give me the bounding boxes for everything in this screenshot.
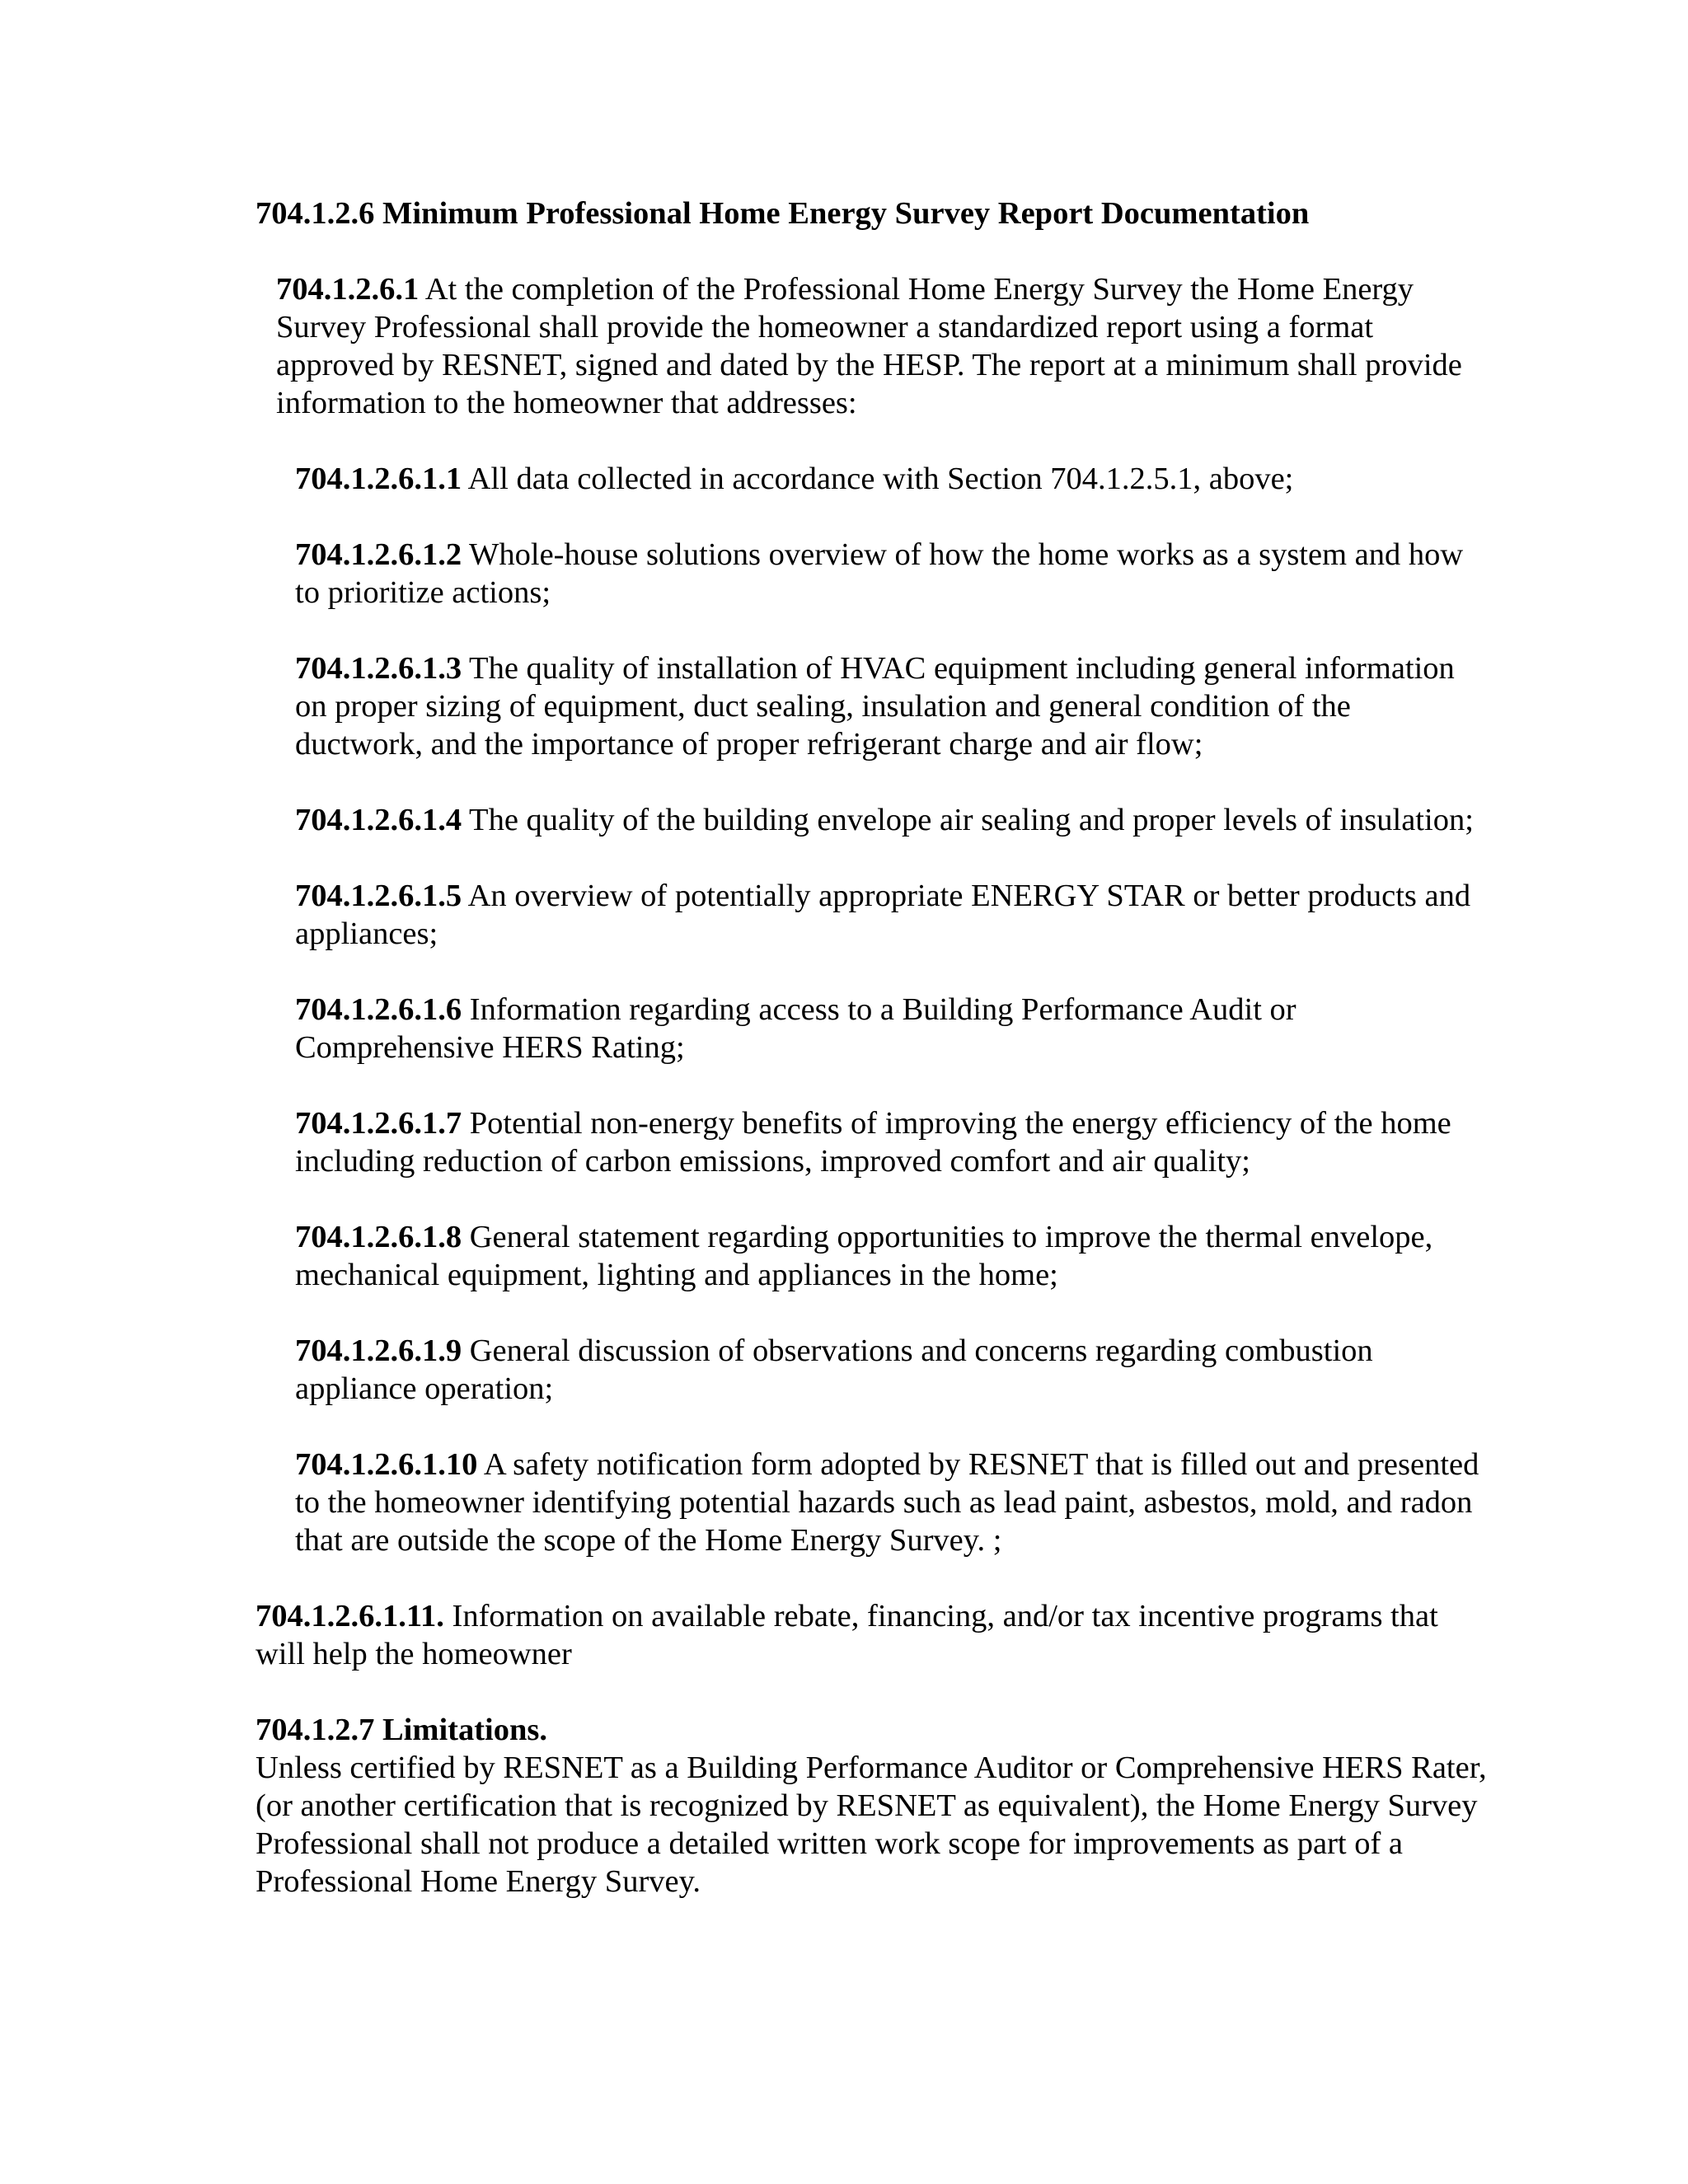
list-item	[295, 460, 1482, 498]
item-number: 704.1.2.6.1.5	[295, 879, 462, 913]
item-text: General statement regarding opportunities to improve the thermal envelope, mechanical equipment, lighting and appliances in the home;	[295, 1220, 1433, 1292]
list-item	[295, 801, 1482, 839]
item-number: 704.1.2.6.1.6	[295, 992, 462, 1027]
intro-number: 704.1.2.6.1	[276, 272, 420, 307]
item-number: 704.1.2.6.1.10	[295, 1447, 478, 1482]
item-number: 704.1.2.6.1.4	[295, 803, 462, 837]
item-text: General discussion of observations and concerns regarding combustion appliance operation;	[295, 1333, 1373, 1406]
item-number: 704.1.2.6.1.3	[295, 651, 462, 686]
list-item	[295, 1218, 1482, 1294]
intro-paragraph	[276, 270, 1463, 422]
item-text: Whole-house solutions overview of how the home works as a system and how to prioritize actions;	[295, 537, 1464, 610]
item-text: Information regarding access to a Building Performance Audit or Comprehensive HERS Rating;	[295, 992, 1296, 1065]
intro-text: At the completion of the Professional Home Energy Survey the Home Energy Survey Professional shall provide the homeowner a standardized report using a format approved by RESNET, signed and dated by the HESP. The report at a minimum shall provide information to the homeowner that addresses:	[276, 272, 1462, 420]
item-number: 704.1.2.6.1.9	[295, 1333, 462, 1368]
item-text: The quality of installation of HVAC equipment including general information on proper sizing of equipment, duct sealing, insulation and general condition of the ductwork, and the importance of proper refrigerant charge and air flow;	[295, 651, 1455, 762]
limitations-heading: 704.1.2.7 Limitations.	[256, 1713, 548, 1747]
document-page	[256, 194, 1492, 1900]
section-heading: 704.1.2.6 Minimum Professional Home Energy Survey Report Documentation	[256, 196, 1310, 231]
item-text: An overview of potentially appropriate ENERGY STAR or better products and appliances;	[295, 879, 1471, 951]
item-text: Potential non-energy benefits of improving the energy efficiency of the home including reduction of carbon emissions, improved comfort and air quality;	[295, 1106, 1451, 1179]
list-item	[295, 1332, 1482, 1408]
list-item	[295, 1446, 1482, 1559]
list-item	[295, 877, 1482, 953]
limitations-body: Unless certified by RESNET as a Building Performance Auditor or Comprehensive HERS Rater, (or another certification that is recognized by RESNET as equivalent), the Home Energy Survey Professional shall not produce a detailed written work scope for improvements as part of a Professional Home Energy Survey.	[256, 1750, 1487, 1899]
item-11-paragraph	[256, 1597, 1492, 1673]
item-text: All data collected in accordance with Section 704.1.2.5.1, above;	[462, 462, 1294, 496]
item-11-number: 704.1.2.6.1.11.	[256, 1599, 444, 1633]
list-item	[295, 649, 1482, 763]
item-11-text: Information on available rebate, financing, and/or tax incentive programs that will help the homeowner	[256, 1599, 1438, 1671]
list-item	[295, 1104, 1482, 1180]
item-text: The quality of the building envelope air sealing and proper levels of insulation;	[462, 803, 1474, 837]
item-number: 704.1.2.6.1.2	[295, 537, 462, 572]
item-number: 704.1.2.6.1.8	[295, 1220, 462, 1254]
item-text: A safety notification form adopted by RESNET that is filled out and presented to the homeowner identifying potential hazards such as lead paint, asbestos, mold, and radon that are outside the scope of the Home Energy Survey. ;	[295, 1447, 1479, 1558]
item-number: 704.1.2.6.1.7	[295, 1106, 462, 1141]
list-item	[295, 536, 1482, 612]
list-item	[295, 991, 1482, 1066]
item-number: 704.1.2.6.1.1	[295, 462, 462, 496]
